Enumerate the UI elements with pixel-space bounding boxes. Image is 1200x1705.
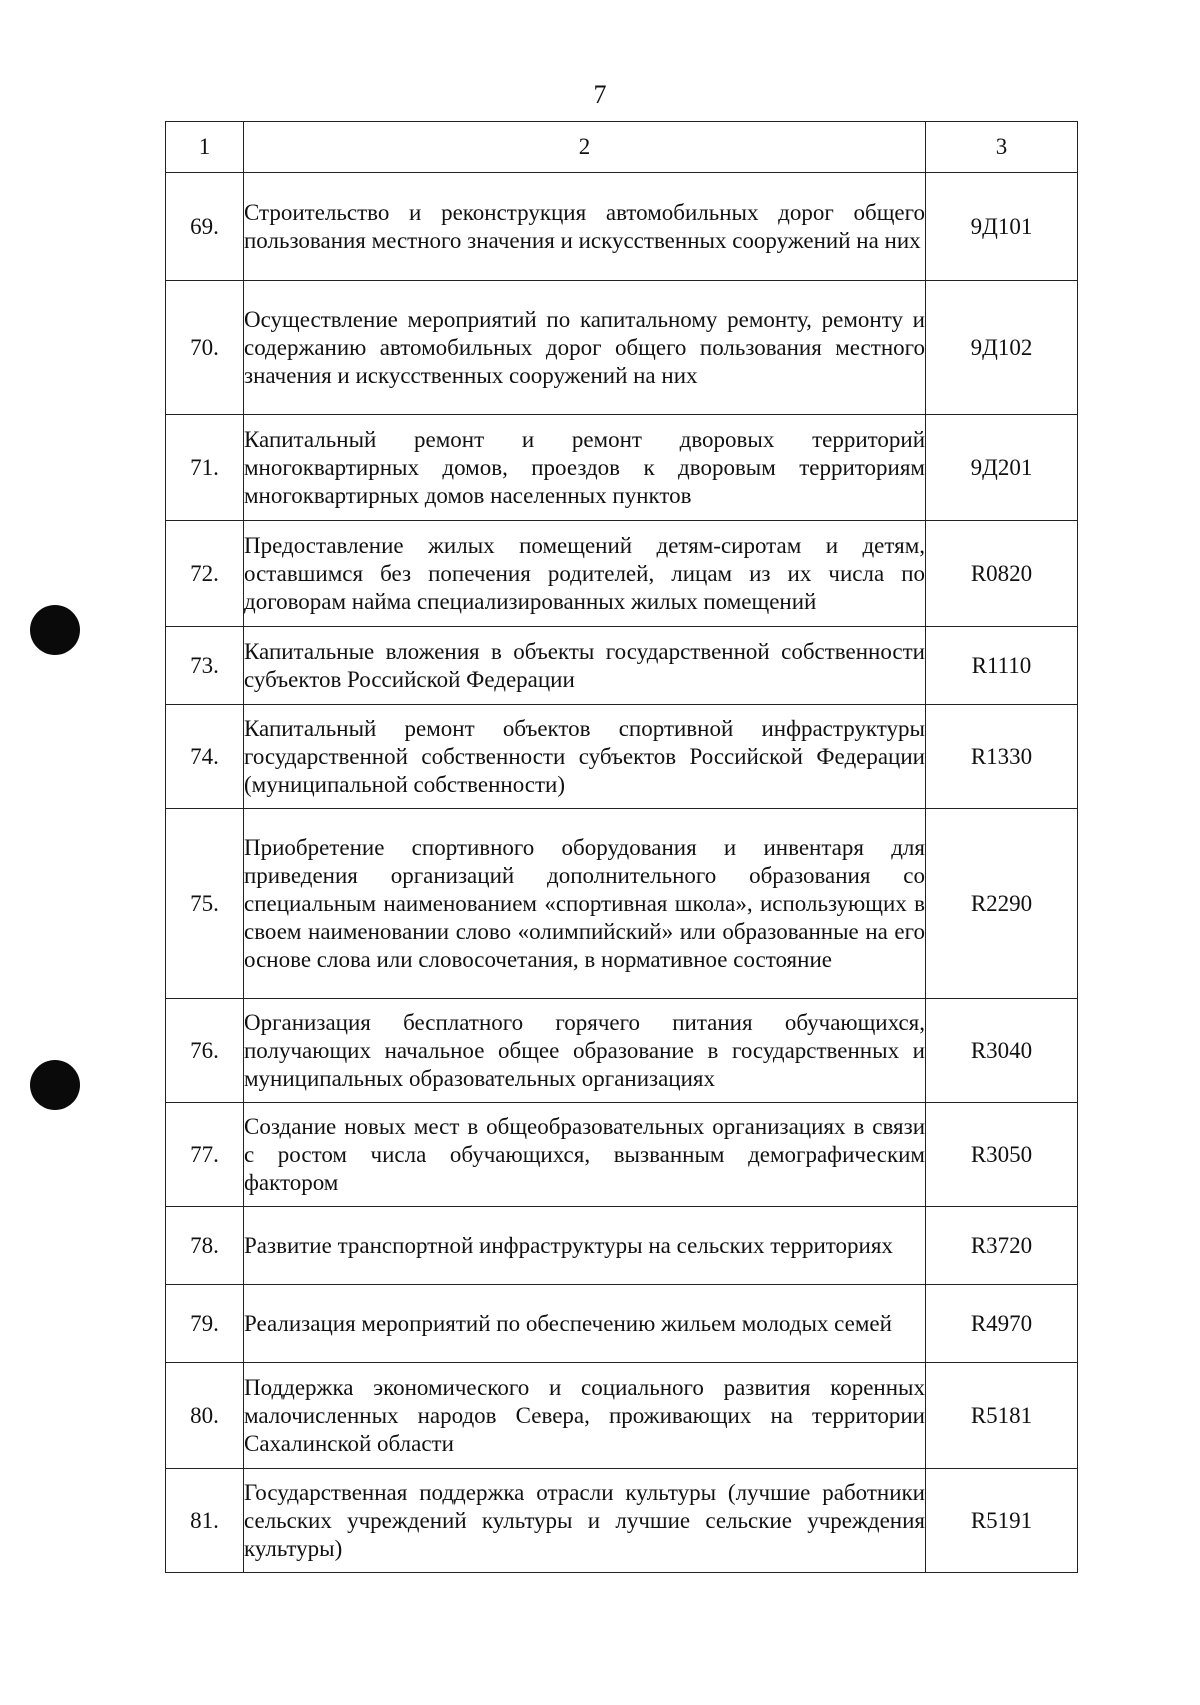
- table-row: [166, 1285, 1078, 1363]
- row-code: R3050: [926, 1103, 1078, 1207]
- table-row: [166, 809, 1078, 999]
- row-number: 71.: [166, 415, 244, 521]
- header-cell-number: 1: [166, 122, 244, 173]
- row-description: Государственная поддержка отрасли культуры (лучшие работники сельских учреждений культуры и лучшие сельские учреждения культуры): [244, 1469, 926, 1573]
- row-number: 77.: [166, 1103, 244, 1207]
- row-number: 69.: [166, 173, 244, 281]
- table-row: [166, 999, 1078, 1103]
- row-number: 70.: [166, 281, 244, 415]
- page-number: 7: [593, 80, 607, 109]
- table-row: [166, 415, 1078, 521]
- row-description: Реализация мероприятий по обеспечению жильем молодых семей: [244, 1285, 926, 1363]
- row-description: Капитальные вложения в объекты государственной собственности субъектов Российской Федерации: [244, 627, 926, 705]
- row-description: Создание новых мест в общеобразовательных организациях в связи с ростом числа обучающихся, вызванным демографическим фактором: [244, 1103, 926, 1207]
- row-description: Поддержка экономического и социального развития коренных малочисленных народов Севера, проживающих на территории Сахалинской области: [244, 1363, 926, 1469]
- row-code: 9Д101: [926, 173, 1078, 281]
- table-row: [166, 1103, 1078, 1207]
- row-code: R3720: [926, 1207, 1078, 1285]
- row-description: Приобретение спортивного оборудования и инвентаря для приведения организаций дополнительного образования со специальным наименованием «спортивная школа», использующих в своем наименовании слово «олимпийский» или образованные на его основе слова или словосочетания, в нормативное состояние: [244, 809, 926, 999]
- row-code: R2290: [926, 809, 1078, 999]
- table-row: [166, 1363, 1078, 1469]
- row-description: Предоставление жилых помещений детям-сиротам и детям, оставшимся без попечения родителей, лицам из их числа по договорам найма специализированных жилых помещений: [244, 521, 926, 627]
- row-number: 81.: [166, 1469, 244, 1573]
- table-row: [166, 1207, 1078, 1285]
- row-code: R5181: [926, 1363, 1078, 1469]
- row-number: 74.: [166, 705, 244, 809]
- row-code: R5191: [926, 1469, 1078, 1573]
- row-description: Развитие транспортной инфраструктуры на сельских территориях: [244, 1207, 926, 1285]
- row-code: R1330: [926, 705, 1078, 809]
- row-description: Капитальный ремонт и ремонт дворовых территорий многоквартирных домов, проездов к дворовым территориям многоквартирных домов населенных пунктов: [244, 415, 926, 521]
- row-number: 79.: [166, 1285, 244, 1363]
- codes-table: [165, 121, 1078, 1573]
- punch-hole: [30, 1060, 80, 1110]
- row-description: Строительство и реконструкция автомобильных дорог общего пользования местного значения и искусственных сооружений на них: [244, 173, 926, 281]
- row-number: 76.: [166, 999, 244, 1103]
- table-row: [166, 1469, 1078, 1573]
- row-code: R3040: [926, 999, 1078, 1103]
- row-code: 9Д102: [926, 281, 1078, 415]
- row-number: 75.: [166, 809, 244, 999]
- row-code: 9Д201: [926, 415, 1078, 521]
- row-description: Организация бесплатного горячего питания обучающихся, получающих начальное общее образование в государственных и муниципальных образовательных организациях: [244, 999, 926, 1103]
- row-code: R0820: [926, 521, 1078, 627]
- row-code: R1110: [926, 627, 1078, 705]
- table-row: [166, 627, 1078, 705]
- row-number: 80.: [166, 1363, 244, 1469]
- punch-hole: [30, 605, 80, 655]
- row-code: R4970: [926, 1285, 1078, 1363]
- table-row: [166, 705, 1078, 809]
- row-number: 72.: [166, 521, 244, 627]
- header-cell-code: 3: [926, 122, 1078, 173]
- row-description: Осуществление мероприятий по капитальному ремонту, ремонту и содержанию автомобильных дорог общего пользования местного значения и искусственных сооружений на них: [244, 281, 926, 415]
- row-number: 78.: [166, 1207, 244, 1285]
- row-number: 73.: [166, 627, 244, 705]
- table-row: [166, 173, 1078, 281]
- header-cell-description: 2: [244, 122, 926, 173]
- table-row: [166, 281, 1078, 415]
- row-description: Капитальный ремонт объектов спортивной инфраструктуры государственной собственности субъектов Российской Федерации (муниципальной собственности): [244, 705, 926, 809]
- table-header-row: [166, 122, 1078, 173]
- table-row: [166, 521, 1078, 627]
